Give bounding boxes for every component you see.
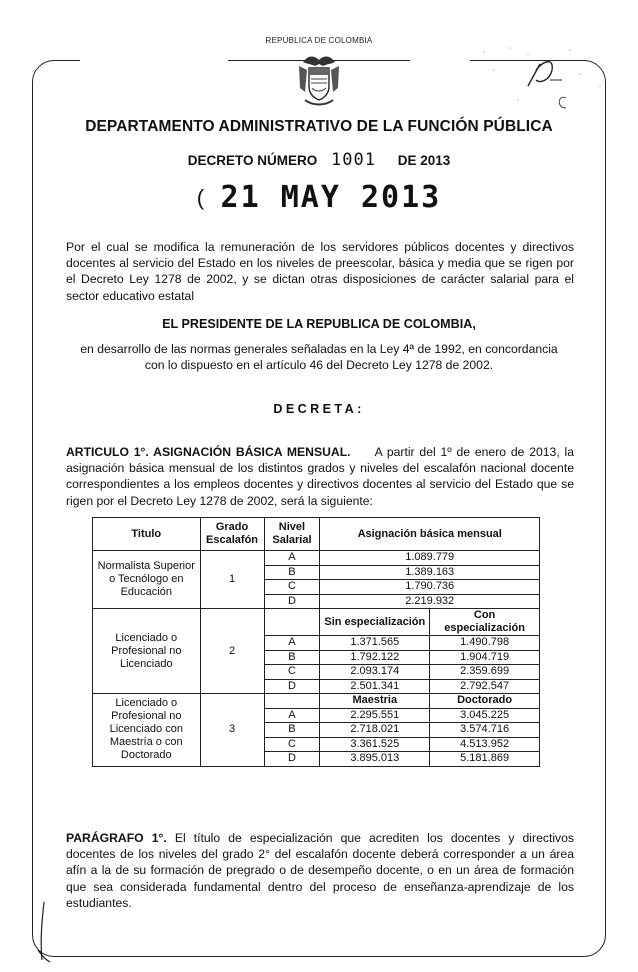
level-cell: C — [264, 737, 320, 752]
level-cell: C — [264, 580, 320, 595]
level-cell: A — [264, 636, 320, 651]
value-cell: 1.904.719 — [430, 650, 540, 665]
table-subheader-row — [93, 609, 540, 636]
value-cell: 3.895.013 — [320, 752, 430, 767]
article-1-text: A partir del 1º de enero de 2013, la asignación básica mensual de los distintos grados y niveles del escalafón nacional docente correspondientes a los empleos docentes y directivos docentes al servicio del Estado que se rigen por el Decreto Ley 1278 de 2002, será la siguiente: — [66, 445, 574, 508]
value-cell: 1.089.779 — [320, 551, 540, 566]
subheader-sin-especializacion: Sin especialización — [320, 609, 430, 636]
decree-label: DECRETO NÚMERO — [187, 153, 318, 168]
salary-table — [92, 517, 540, 767]
frame-gap-left — [80, 52, 228, 72]
value-cell: 1.389.163 — [320, 565, 540, 580]
level-cell: A — [264, 708, 320, 723]
subheader-maestria: Maestria — [320, 694, 430, 709]
title-cell: Licenciado o Profesional no Licenciado — [93, 609, 201, 694]
level-cell-empty — [264, 609, 320, 636]
value-cell: 2.501.341 — [320, 679, 430, 694]
decree-number-line — [0, 150, 638, 170]
paragraph-1 — [66, 830, 574, 911]
header-nivel: Nivel Salarial — [264, 518, 320, 551]
level-cell: B — [264, 723, 320, 738]
value-cell: 3.361.525 — [320, 737, 430, 752]
value-cell: 1.790.736 — [320, 580, 540, 595]
article-1-label: ARTICULO 1°. ASIGNACIÓN BÁSICA MENSUAL. — [66, 445, 351, 459]
article-1 — [66, 444, 574, 509]
value-cell: 4.513.952 — [430, 737, 540, 752]
value-cell: 5.181.869 — [430, 752, 540, 767]
value-cell: 1.792.122 — [320, 650, 430, 665]
decreta-heading: DECRETA: — [273, 402, 365, 416]
level-cell: B — [264, 565, 320, 580]
president-heading: EL PRESIDENTE DE LA REPUBLICA DE COLOMBIA, — [162, 317, 476, 331]
level-cell: D — [264, 752, 320, 767]
title-cell: Licenciado o Profesional no Licenciado con Maestría o con Doctorado — [93, 694, 201, 767]
value-cell: 1.371.565 — [320, 636, 430, 651]
grade-cell: 1 — [200, 551, 264, 609]
subheader-con-especializacion: Con especialización — [430, 609, 540, 636]
value-cell: 2.219.932 — [320, 594, 540, 609]
corner-pen-mark — [28, 900, 58, 965]
decree-number: 1001 — [331, 150, 376, 170]
frame-gap-right — [410, 52, 470, 72]
value-cell: 2.359.699 — [430, 665, 540, 680]
value-cell: 2.093.174 — [320, 665, 430, 680]
value-cell: 2.792.547 — [430, 679, 540, 694]
value-cell: 2.295.551 — [320, 708, 430, 723]
level-cell-empty — [264, 694, 320, 709]
value-cell: 3.045.225 — [430, 708, 540, 723]
date-paren: ( — [196, 184, 205, 210]
value-cell: 2.718.021 — [320, 723, 430, 738]
level-cell: B — [264, 650, 320, 665]
coat-of-arms-icon — [297, 52, 341, 108]
header-titulo: Titulo — [93, 518, 201, 551]
level-cell: C — [264, 665, 320, 680]
paragraph-1-label: PARÁGRAFO 1°. — [66, 831, 167, 845]
header-asignacion: Asignación básica mensual — [320, 518, 540, 551]
level-cell: A — [264, 551, 320, 566]
title-cell: Normalista Superior o Tecnólogo en Educación — [93, 551, 201, 609]
subheader-doctorado: Doctorado — [430, 694, 540, 709]
table-row — [93, 551, 540, 566]
decree-year: DE 2013 — [397, 153, 451, 168]
decree-summary: Por el cual se modifica la remuneración de los servidores públicos docentes y directivos docentes al servicio del Estado en los niveles de preescolar, básica y media que se rigen por el Decreto Ley 1278 de 2002, y se dictan otras disposiciones de carácter salarial para el sector educativo estatal — [66, 240, 574, 303]
grade-cell: 2 — [200, 609, 264, 694]
table-header-row — [93, 518, 540, 551]
level-cell: D — [264, 594, 320, 609]
date-stamp: 21 MAY 2013 — [220, 180, 442, 215]
department-title: DEPARTAMENTO ADMINISTRATIVO DE LA FUNCIÓN PÚBLICA — [85, 118, 553, 135]
table-subheader-row — [93, 694, 540, 709]
handwritten-signature — [470, 40, 610, 130]
decree-date-line — [0, 180, 638, 215]
header-grado: Grado Escalafón — [200, 518, 264, 551]
value-cell: 1.490.798 — [430, 636, 540, 651]
country-heading: REPUBLICA DE COLOMBIA — [265, 36, 373, 45]
legal-basis: en desarrollo de las normas generales señaladas en la Ley 4ª de 1992, en concordancia con lo dispuesto en el artículo 46 del Decreto Ley 1278 de 2002. — [80, 342, 558, 373]
paragraph-1-text: El título de especialización que acrediten los docentes y directivos docentes de los niveles del grado 2° del escalafón docente deberá corresponder a un área afín a la de su formación de pregrado o de desempeño docente, o en un área de formación que sea considerada fundamental dentro del proceso de enseñanza-aprendizaje de los estudiantes. — [66, 831, 575, 910]
level-cell: D — [264, 679, 320, 694]
value-cell: 3.574.716 — [430, 723, 540, 738]
grade-cell: 3 — [200, 694, 264, 767]
